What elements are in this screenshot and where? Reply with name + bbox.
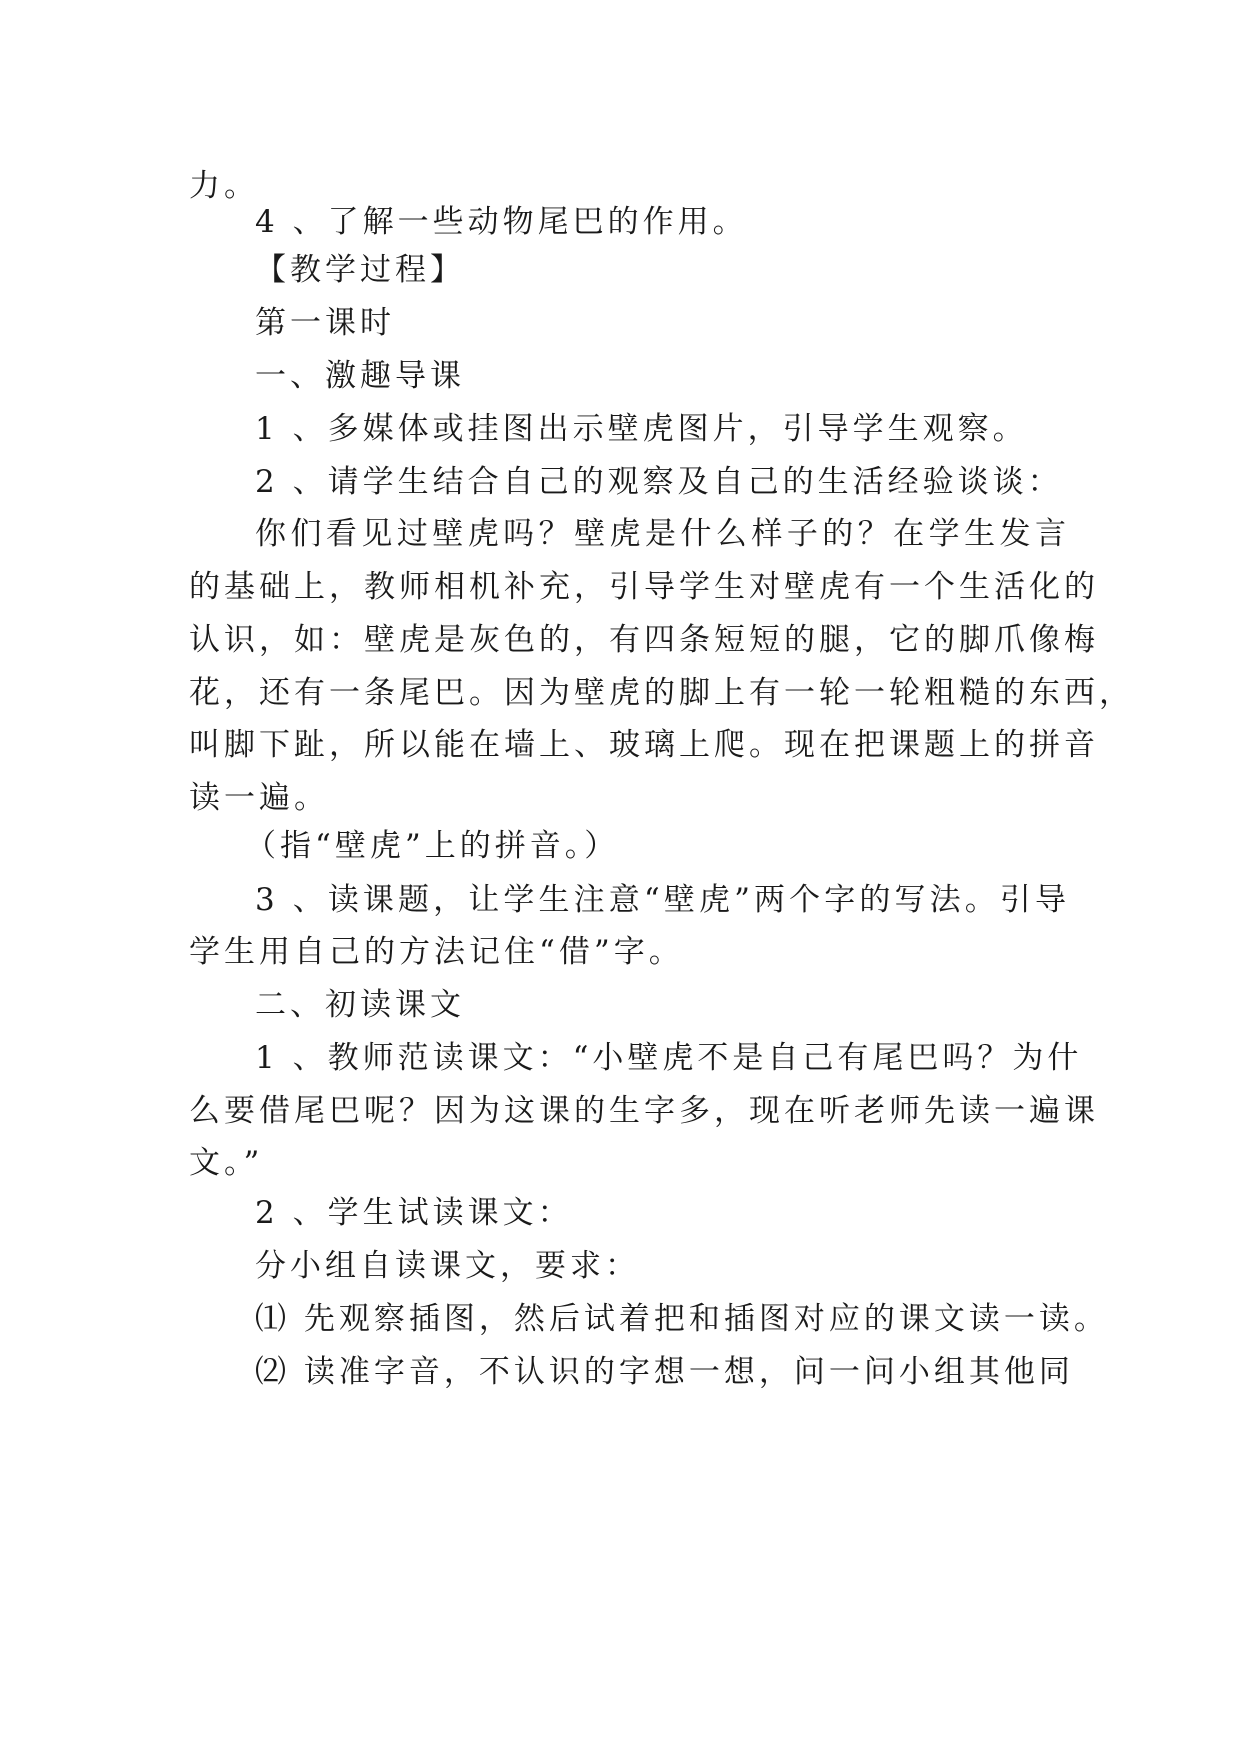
step-item: 1 、教师范读课文：“小壁虎不是自己有尾巴吗？为什 — [255, 1040, 1083, 1076]
step-item: 3 、读课题，让学生注意“壁虎”两个字的写法。引导 — [255, 882, 1070, 918]
step-item: 2 、学生试读课文： — [255, 1195, 573, 1231]
paragraph-line: 你们看见过壁虎吗？壁虎是什么样子的？在学生发言 — [255, 516, 1070, 552]
paragraph-line: 么要借尾巴呢？因为这课的生字多，现在听老师先读一遍课 — [189, 1093, 1099, 1129]
section-heading: 【教学过程】 — [255, 252, 465, 288]
step-item: 2 、请学生结合自己的观察及自己的生活经验谈谈： — [255, 464, 1063, 500]
note-line: （指“壁虎”上的拼音。） — [245, 828, 620, 864]
step-item: 1 、多媒体或挂图出示壁虎图片，引导学生观察。 — [255, 411, 1028, 447]
paragraph-line: 的基础上，教师相机补充，引导学生对壁虎有一个生活化的 — [189, 569, 1099, 605]
section-heading: 一、激趣导课 — [255, 358, 465, 394]
requirement-item: ⑴ 先观察插图，然后试着把和插图对应的课文读一读。 — [255, 1301, 1109, 1337]
text-line: 力。 — [189, 168, 259, 204]
paragraph-line: 叫脚下趾，所以能在墙上、玻璃上爬。现在把课题上的拼音 — [189, 727, 1099, 763]
paragraph-line: 花，还有一条尾巴。因为壁虎的脚上有一轮一轮粗糙的东西， — [189, 675, 1134, 711]
paragraph-line: 文。” — [189, 1145, 264, 1181]
section-heading: 二、初读课文 — [255, 987, 465, 1023]
requirement-item: ⑵ 读准字音，不认识的字想一想，问一问小组其他同 — [255, 1354, 1074, 1390]
paragraph-line: 学生用自己的方法记住“借”字。 — [189, 934, 684, 970]
paragraph-line: 分小组自读课文，要求： — [255, 1248, 640, 1284]
lesson-heading: 第一课时 — [255, 305, 395, 341]
paragraph-line: 认识，如：壁虎是灰色的，有四条短短的腿，它的脚爪像梅 — [189, 622, 1099, 658]
objective-item: 4 、了解一些动物尾巴的作用。 — [255, 204, 748, 240]
paragraph-line: 读一遍。 — [189, 780, 329, 816]
